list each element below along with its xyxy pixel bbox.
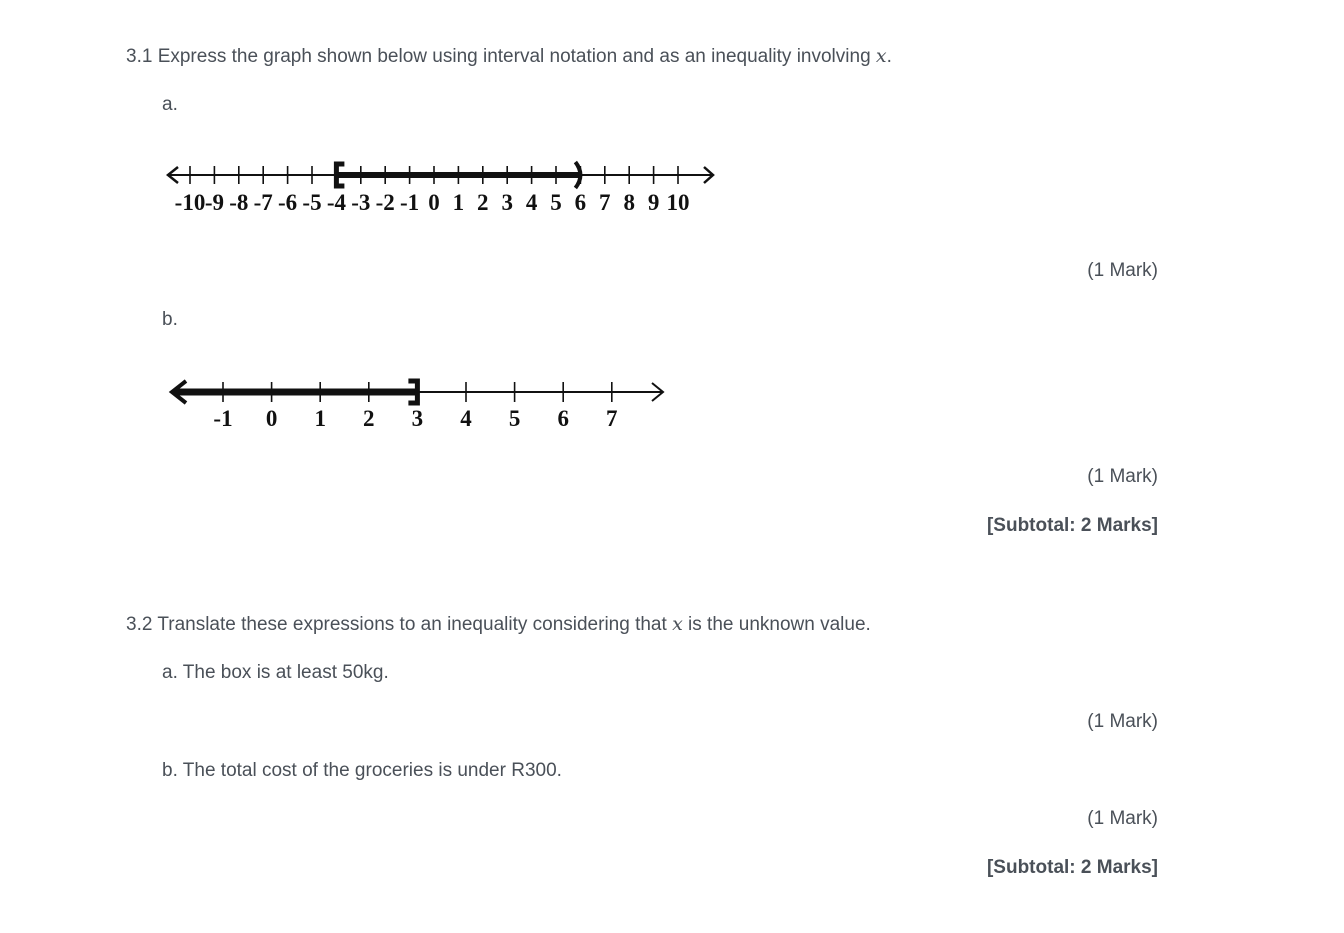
question-3-2-text: [126, 612, 871, 637]
tick-label: 5: [550, 190, 562, 215]
tick-label: -2: [375, 190, 395, 215]
subtotal-3-2: [Subtotal: 2 Marks]: [986, 857, 1158, 878]
tick-label: 10: [666, 190, 690, 215]
question-3-2-prefix: 3.2 Translate these expressions to an inequality considering that: [126, 614, 673, 635]
part-a-mark: (1 Mark): [1087, 260, 1158, 281]
question-3-2-part-a-mark: (1 Mark): [1087, 711, 1158, 732]
tick-label: 8: [623, 190, 635, 215]
tick-label: -6: [278, 190, 298, 215]
tick-label: -7: [253, 190, 273, 215]
question-3-2-suffix: is the unknown value.: [682, 614, 871, 635]
part-b-label: b.: [162, 309, 178, 330]
tick-label: 0: [428, 190, 440, 215]
part-b-mark: (1 Mark): [1087, 466, 1158, 487]
tick-label: 1: [314, 406, 326, 431]
tick-label: 6: [557, 406, 569, 431]
tick-label: 2: [477, 190, 489, 215]
question-3-1-suffix: .: [886, 46, 892, 67]
tick-label: 9: [647, 190, 660, 215]
tick-label: 7: [599, 190, 611, 215]
tick-label: 3: [411, 406, 424, 431]
tick-label: 3: [501, 190, 513, 215]
tick-label: 2: [363, 406, 375, 431]
question-3-1-text: [126, 44, 892, 69]
question-3-2-part-b: b. The total cost of the groceries is under R300.: [162, 760, 562, 781]
tick-label: 4: [460, 406, 472, 431]
math-variable-x: x: [875, 45, 887, 67]
tick-label: 7: [606, 406, 618, 431]
tick-label: 0: [265, 406, 278, 431]
tick-label: -1: [400, 190, 420, 215]
tick-label: -8: [229, 190, 249, 215]
part-a-label: a.: [162, 94, 178, 115]
number-line-b: [160, 370, 680, 440]
tick-label: 5: [508, 406, 521, 431]
tick-label: -4: [326, 190, 346, 215]
question-3-2-part-b-mark: (1 Mark): [1087, 808, 1158, 829]
math-variable-x: x: [672, 613, 683, 635]
tick-label: -5: [302, 190, 322, 215]
question-3-2-part-a: a. The box is at least 50kg.: [162, 662, 389, 683]
tick-label: -3: [351, 190, 371, 215]
tick-label: -9: [204, 190, 224, 215]
subtotal-3-1: [Subtotal: 2 Marks]: [986, 515, 1158, 536]
tick-label: 1: [452, 190, 465, 215]
tick-label: -1: [213, 406, 233, 431]
tick-label: 6: [574, 190, 587, 215]
tick-label: -10: [174, 190, 206, 215]
question-3-1-prefix: 3.1 Express the graph shown below using interval notation and as an inequality involving: [126, 46, 876, 67]
tick-label: 4: [525, 190, 538, 215]
number-line-a: [160, 150, 730, 220]
